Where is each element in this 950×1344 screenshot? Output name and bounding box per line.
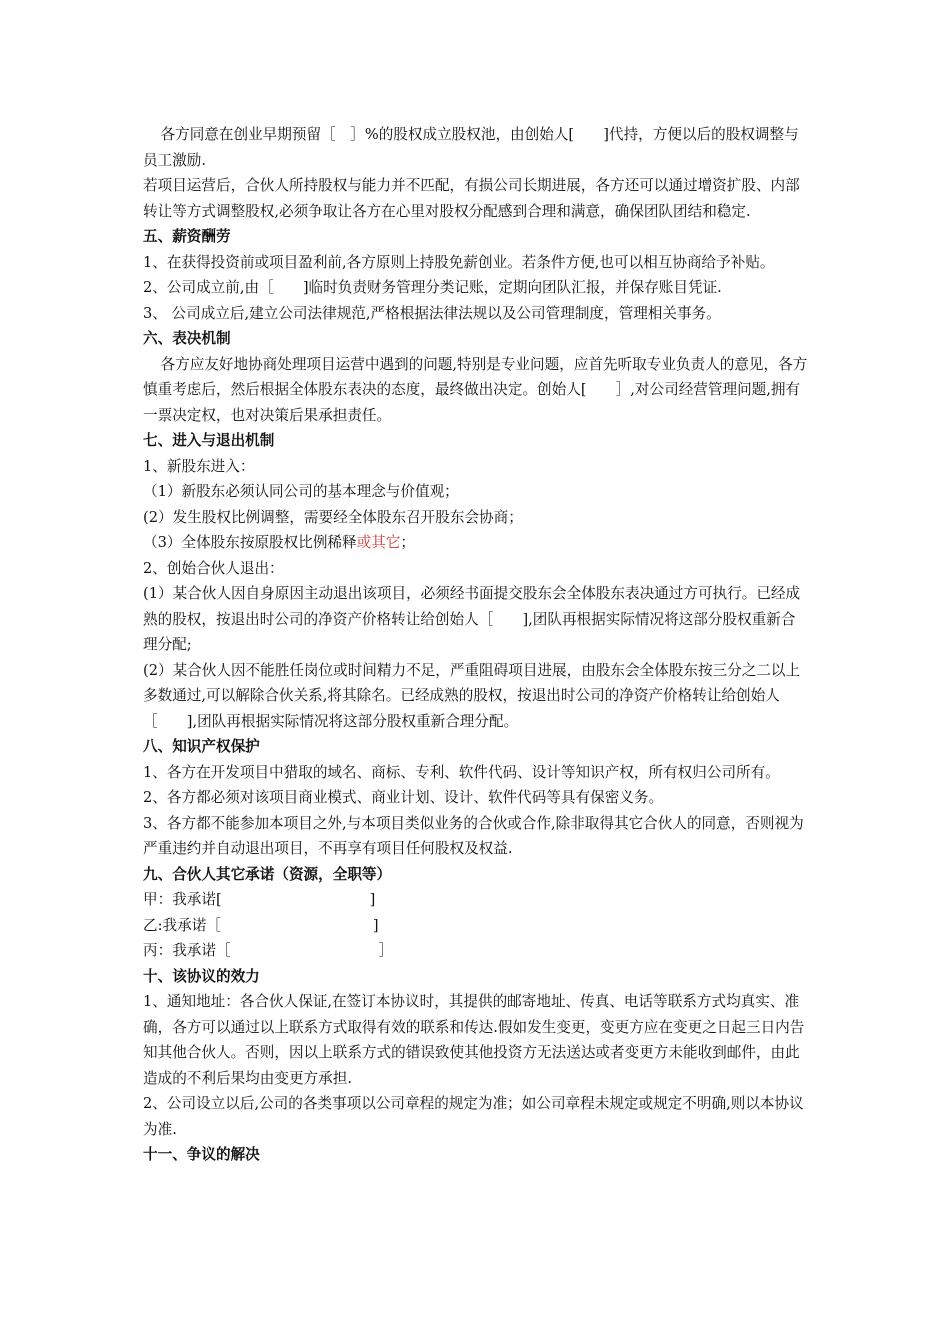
entry-item-3: [143, 530, 810, 556]
section-heading-voting: 六、表决机制: [143, 330, 231, 347]
ip-item-3: 3、各方都不能参加本项目之外,与本项目类似业务的合伙或合作,除非取得其它合伙人的同意，否则视为严重违约并自动退出项目，不再享有项目任何股权及权益.: [143, 814, 804, 857]
entry-heading: 1、新股东进入：: [143, 457, 255, 475]
commitment-bing-label: 丙：我承诺［: [143, 942, 231, 959]
commitment-yi: [143, 913, 810, 939]
salary-item-2: 2、公司成立前,由［ ]临时负责财务管理分类记账，定期向团队汇报，并保存账目凭证.: [143, 279, 722, 296]
entry-item-3-end: ；: [400, 534, 416, 551]
validity-item-1: 1、通知地址：各合伙人保证,在签订本协议时，其提供的邮寄地址、传真、电话等联系方式均真实、准确，各方可以通过以上联系方式取得有效的联系和传达.假如发生变更，变更方应在变更之日起三日内告知其他合伙人。否则，因以上联系方式的错误致使其他投资方无法送达或者变更方未能收到邮件，由此造成的不利后果均由变更方承担.: [143, 993, 805, 1087]
exit-item-2: (2）某合伙人因不能胜任岗位或时间精力不足，严重阻碍项目进展，由股东会全体股东按三分之二以上多数通过,可以解除合伙关系,将其除名。已经成熟的股权，按退出时公司的净资产价格转让给创始人［ ],团队再根据实际情况将这部分股权重新合理分配。: [143, 661, 801, 730]
commitment-jia-label: 甲：我承诺[: [143, 891, 222, 908]
salary-item-1: 1、在获得投资前或项目盈利前,各方原则上持股免薪创业。若条件方便,也可以相互协商给予补贴。: [143, 253, 775, 271]
commitment-jia: [143, 887, 810, 913]
exit-heading: 2、创始合伙人退出：: [143, 559, 284, 577]
entry-item-1: （1）新股东必须认同公司的基本理念与价值观；: [143, 483, 459, 500]
section-heading-dispute: 十一、争议的解决: [143, 1146, 260, 1163]
paragraph-equity-adjust: 若项目运营后，合伙人所持股权与能力并不匹配，有损公司长期进展，各方还可以通过增资扩股、内部转让等方式调整股权,必须争取让各方在心里对股权分配感到合理和满意，确保团队团结和稳定.: [143, 177, 800, 220]
commitment-bing: [143, 938, 810, 964]
commitment-yi-label: 乙:我承诺［: [143, 916, 221, 934]
exit-item-1: (1）某合伙人因自身原因主动退出该项目，必须经书面提交股东会全体股东表决通过方可执行。已经成熟的股权，按退出时公司的净资产价格转让给创始人［ ],团队再根据实际情况将这部分股权重新合理分配;: [143, 585, 801, 653]
entry-item-3-text: （3）全体股东按原股权比例稀释: [143, 534, 357, 551]
commitment-bing-close: ］: [378, 942, 394, 959]
section-heading-salary: 五、薪资酬劳: [143, 228, 231, 245]
commitment-yi-close: ]: [372, 916, 379, 934]
entry-item-3-highlight: 或其它: [356, 534, 401, 551]
ip-item-2: 2、各方都必须对该项目商业模式、商业计划、设计、软件代码等具有保密义务。: [143, 789, 664, 806]
entry-item-2: (2）发生股权比例调整，需要经全体股东召开股东会协商；: [143, 508, 523, 526]
paragraph-equity-pool: 各方同意在创业早期预留［ ］%的股权成立股权池，由创始人[ ]代持，方便以后的股权调整与员工激励.: [143, 126, 799, 169]
ip-item-1: 1、各方在开发项目中猎取的域名、商标、专利、软件代码、设计等知识产权，所有权归公司所有。: [143, 763, 780, 781]
section-heading-commitments: 九、合伙人其它承诺（资源，全职等）: [143, 865, 392, 883]
document-body: [143, 122, 810, 1168]
salary-item-3: 3、 公司成立后,建立公司法律规范,严格根据法律法规以及公司管理制度，管理相关事务。: [143, 304, 721, 322]
commitment-jia-close: ]: [369, 891, 376, 908]
voting-paragraph: 各方应友好地协商处理项目运营中遇到的问题,特别是专业问题，应首先听取专业负责人的意见，各方慎重考虑后，然后根据全体股东表决的态度，最终做出决定。创始人[ ］,对公司经营管理问题,拥有一票决定权，也对决策后果承担责任。: [143, 355, 808, 424]
validity-item-2: 2、公司设立以后,公司的各类事项以公司章程的规定为准；如公司章程未规定或规定不明确,则以本协议为准.: [143, 1095, 804, 1138]
section-heading-ip: 八、知识产权保护: [143, 738, 260, 755]
section-heading-validity: 十、该协议的效力: [143, 967, 260, 985]
section-heading-entry-exit: 七、进入与退出机制: [143, 432, 275, 449]
